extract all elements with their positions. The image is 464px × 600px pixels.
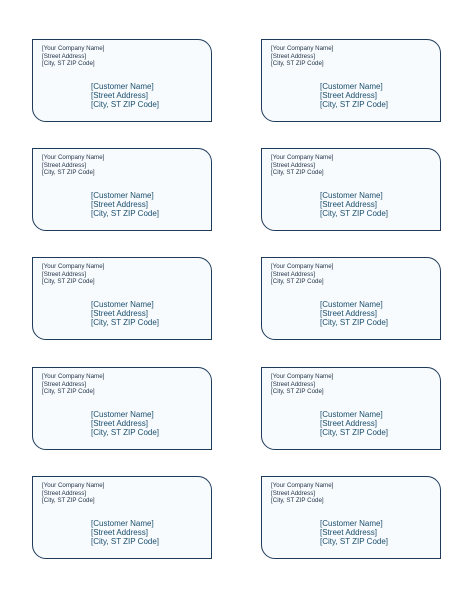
recipient-street: [Street Address] xyxy=(320,528,377,538)
sender-address xyxy=(42,373,104,396)
sender-street: [Street Address] xyxy=(271,161,316,169)
shipping-label xyxy=(32,257,212,340)
recipient-city: [City, ST ZIP Code] xyxy=(91,537,160,547)
sender-address xyxy=(271,263,333,286)
sender-company: [Your Company Name] xyxy=(42,373,105,380)
recipient-city: [City, ST ZIP Code] xyxy=(320,537,389,547)
sender-address xyxy=(42,45,104,68)
sender-city: [City, ST ZIP Code] xyxy=(271,60,324,68)
sender-company: [Your Company Name] xyxy=(271,373,334,380)
sender-address xyxy=(42,263,104,286)
sender-street: [Street Address] xyxy=(42,489,87,497)
shipping-label xyxy=(261,39,441,122)
recipient-address xyxy=(320,519,388,547)
recipient-city: [City, ST ZIP Code] xyxy=(91,428,160,438)
recipient-address xyxy=(91,191,159,219)
sender-street: [Street Address] xyxy=(271,270,316,278)
recipient-address xyxy=(91,519,159,547)
shipping-label xyxy=(32,367,212,450)
recipient-street: [Street Address] xyxy=(320,200,377,210)
recipient-street: [Street Address] xyxy=(91,200,148,210)
sender-street: [Street Address] xyxy=(271,489,316,497)
shipping-label xyxy=(32,148,212,231)
recipient-address xyxy=(91,410,159,438)
recipient-street: [Street Address] xyxy=(320,309,377,319)
recipient-street: [Street Address] xyxy=(320,419,377,429)
recipient-name: [Customer Name] xyxy=(320,191,383,200)
recipient-street: [Street Address] xyxy=(320,91,377,101)
sender-city: [City, ST ZIP Code] xyxy=(271,278,324,286)
recipient-name: [Customer Name] xyxy=(91,191,154,200)
sender-street: [Street Address] xyxy=(42,161,87,169)
sender-company: [Your Company Name] xyxy=(271,45,334,52)
recipient-name: [Customer Name] xyxy=(320,519,383,528)
sender-street: [Street Address] xyxy=(271,380,316,388)
recipient-name: [Customer Name] xyxy=(91,300,154,309)
shipping-label xyxy=(261,367,441,450)
sender-company: [Your Company Name] xyxy=(271,263,334,270)
sender-company: [Your Company Name] xyxy=(42,154,105,161)
recipient-city: [City, ST ZIP Code] xyxy=(320,428,389,438)
sender-street: [Street Address] xyxy=(42,52,87,60)
shipping-label xyxy=(261,148,441,231)
sender-company: [Your Company Name] xyxy=(42,263,105,270)
sender-address xyxy=(271,45,333,68)
recipient-address xyxy=(91,82,159,110)
sender-address xyxy=(271,482,333,505)
sender-city: [City, ST ZIP Code] xyxy=(42,497,95,505)
shipping-label xyxy=(261,257,441,340)
recipient-name: [Customer Name] xyxy=(91,410,154,419)
recipient-city: [City, ST ZIP Code] xyxy=(91,100,160,110)
sender-city: [City, ST ZIP Code] xyxy=(42,388,95,396)
sender-address xyxy=(271,154,333,177)
sender-address xyxy=(42,154,104,177)
sender-city: [City, ST ZIP Code] xyxy=(271,388,324,396)
recipient-address xyxy=(320,82,388,110)
sender-street: [Street Address] xyxy=(271,52,316,60)
recipient-address xyxy=(320,191,388,219)
recipient-address xyxy=(320,300,388,328)
sender-address xyxy=(42,482,104,505)
recipient-name: [Customer Name] xyxy=(320,410,383,419)
recipient-name: [Customer Name] xyxy=(320,300,383,309)
recipient-city: [City, ST ZIP Code] xyxy=(320,100,389,110)
recipient-street: [Street Address] xyxy=(91,309,148,319)
sender-city: [City, ST ZIP Code] xyxy=(271,497,324,505)
sender-city: [City, ST ZIP Code] xyxy=(42,60,95,68)
recipient-city: [City, ST ZIP Code] xyxy=(320,318,389,328)
recipient-city: [City, ST ZIP Code] xyxy=(91,209,160,219)
recipient-name: [Customer Name] xyxy=(91,519,154,528)
recipient-street: [Street Address] xyxy=(91,91,148,101)
shipping-label xyxy=(32,476,212,559)
recipient-name: [Customer Name] xyxy=(320,82,383,91)
recipient-city: [City, ST ZIP Code] xyxy=(320,209,389,219)
sender-address xyxy=(271,373,333,396)
recipient-street: [Street Address] xyxy=(91,419,148,429)
sender-company: [Your Company Name] xyxy=(271,154,334,161)
sender-company: [Your Company Name] xyxy=(42,482,105,489)
recipient-city: [City, ST ZIP Code] xyxy=(91,318,160,328)
shipping-label xyxy=(261,476,441,559)
sender-company: [Your Company Name] xyxy=(271,482,334,489)
sender-city: [City, ST ZIP Code] xyxy=(42,278,95,286)
sender-street: [Street Address] xyxy=(42,380,87,388)
recipient-name: [Customer Name] xyxy=(91,82,154,91)
recipient-address xyxy=(320,410,388,438)
recipient-street: [Street Address] xyxy=(91,528,148,538)
sender-city: [City, ST ZIP Code] xyxy=(271,169,324,177)
sender-city: [City, ST ZIP Code] xyxy=(42,169,95,177)
sender-company: [Your Company Name] xyxy=(42,45,105,52)
shipping-label xyxy=(32,39,212,122)
sender-street: [Street Address] xyxy=(42,270,87,278)
recipient-address xyxy=(91,300,159,328)
